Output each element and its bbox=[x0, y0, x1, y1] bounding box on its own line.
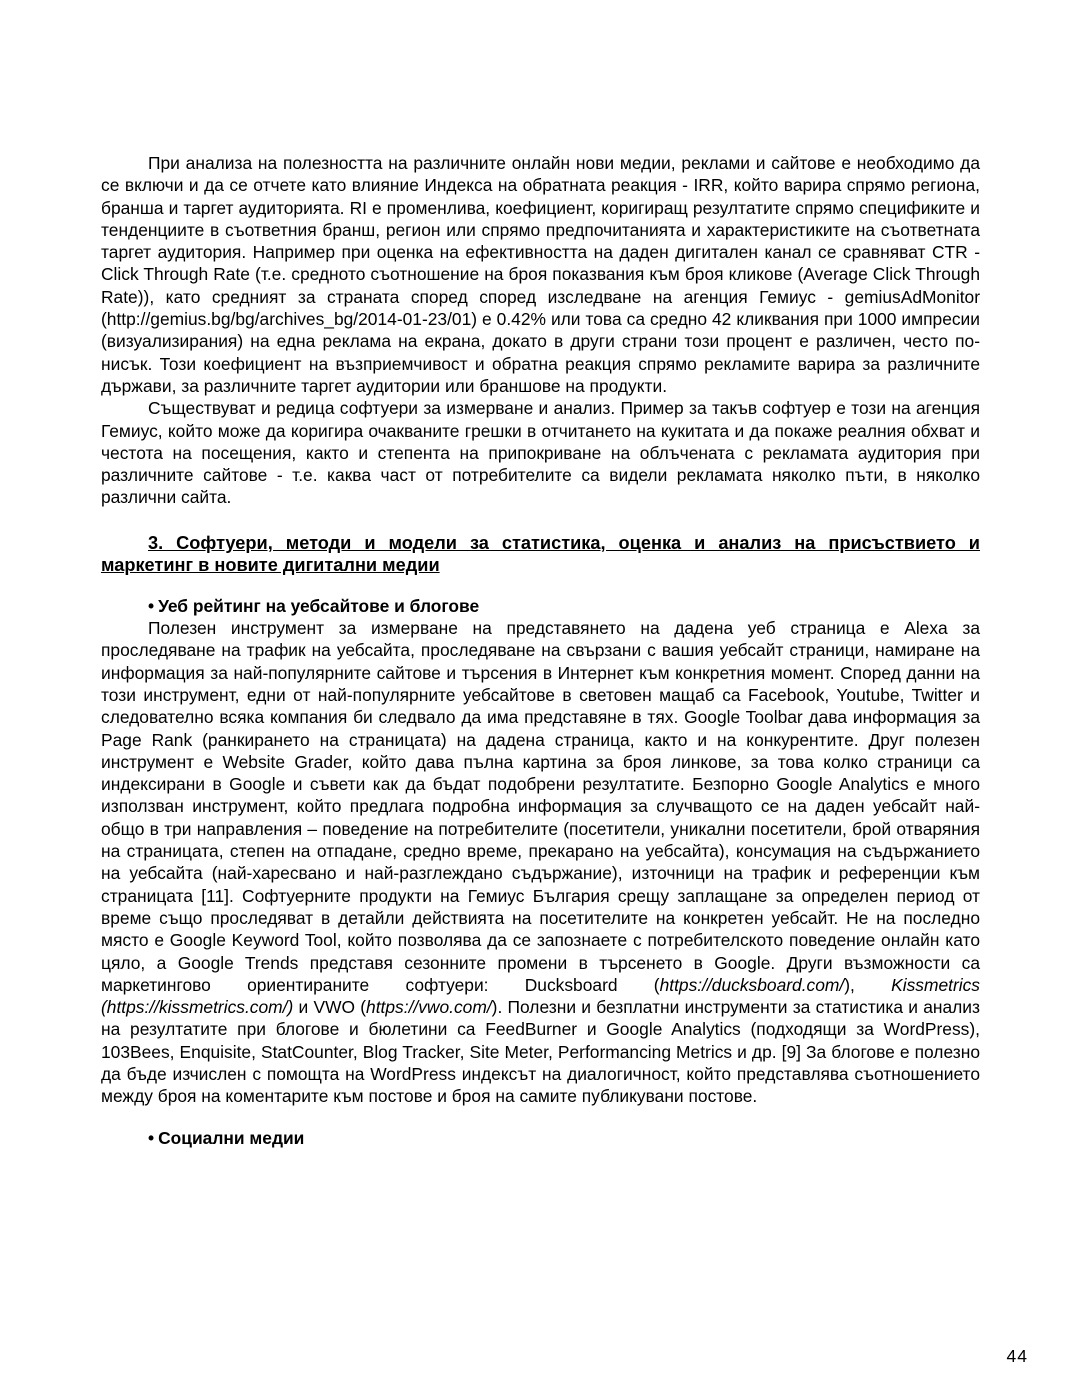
paragraph-web-tools-text-a: Полезен инструмент за измерване на представянето на дадена уеб страница е Alexa за проследяване на трафик на уебсайта, проследяване на свързани с вашия уебсайт страници, намиране на информация за най-популярните сайтове и търсения в Интернет към конкретния момент. Според данни на този инструмент, едни от най-популярните уебсайтове в световен мащаб са Facebook, Youtube, Twitter и следователно всяка компания би следвало да има представяне в тях. Google Toolbar дава информация за Page Rank (ранкирането на страницата) на дадена страница, както и на конкурентите. Друг полезен инструмент е Website Grader, който дава пълна картина за броя линкове, за това колко страници са индексирани в Google и съвети как да бъдат подобрени резултатите. Безпорно Google Analytics е много използван инструмент, който предлага подробна информация за случващото се на даден уебсайт най-общо в три направления – поведение на потребителите (посетители, уникални посетители, брой отваряния на страницата, степен на отпадане, средно време, прекарано на уебсайта), консумация на съдържанието на уебсайта (най-харесвано и най-разглеждано съдържание), източници на трафик и референции към страницата [11]. Софтуерните продукти на Гемиус България срещу заплащане за определен период от време също проследяват в детайли действията на посетителите на конкретен уебсайт. Не на последно място е Google Keyword Tool, който позволява да се запознаете с потребителското поведение онлайн като цяло, а Google Trends представя сезонните промени в търсенето в Google. Други възможности са маркетингово ориентираните софтуери: Ducksboard ( bbox=[101, 618, 980, 995]
subheading-web-rating-text: Уеб рейтинг на уебсайтове и блогове bbox=[158, 595, 480, 616]
paragraph-web-tools-text-d: ). Полезни и безплатни инструменти за статистика и анализ на резултатите при блогове и бюлетини са FeedBurner и Google Analytics (подходящи за WordPress), 103Bees, Enquisite, StatCounter, Blog Tracker, Site Meter, Performancing Metrics и др. [9] За блогове е полезно да бъде изчислен с помощта на WordPress индексът на диалогичност, който представлява съотношението между броя на коментарите към постове и броя на самите публикувани постове. bbox=[101, 997, 980, 1107]
paragraph-gemius-software: Съществуват и редица софтуери за измерване и анализ. Пример за такъв софтуер е този на агенция Гемиус, който може да коригира очакваните грешки в отчитането на кукитата и да покаже реалния обхват и честота на посещения, както и степента на припокриване на облъчената с рекламата аудитория при различните сайтове - т.е. каква част от потребителите са видели рекламата няколко пъти, в няколко различни сайта. bbox=[101, 398, 980, 508]
subheading-social-media bbox=[101, 1127, 980, 1149]
ducksboard-link[interactable]: https://ducksboard.com/ bbox=[659, 974, 845, 995]
document-body bbox=[101, 152, 980, 1149]
page-number: 44 bbox=[1006, 1346, 1028, 1366]
bullet-icon: • bbox=[148, 1127, 155, 1148]
paragraph-web-tools-text-b: ), bbox=[844, 974, 892, 995]
paragraph-irr-index: При анализа на полезността на различните онлайн нови медии, реклами и сайтове е необходимо да се включи и да се отчете като влияние Индекса на обратната реакция - IRR, който варира спрямо региона, бранша и таргет аудиторията. RI е променлива, коефициент, коригиращ резултатите спрямо спецификите и тенденциите в съответния бранш, регион или спрямо предпочитанията и характеристиките на съответната таргет аудитория. Например при оценка на ефективността на даден дигитален канал се сравняват CTR - Click Through Rate (т.е. средното съотношение на броя показвания към броя кликове (Average Click Through Rate)), като средният за страната според според изследване на агенция Гемиус - gemiusAdMonitor (http://gemius.bg/bg/archives_bg/2014-01-23/01) е 0.42% или това са средно 42 кликвания при 1000 импресии (визуализирания) на една реклама на екрана, докато в други страни този процент е различен, често по-нисък. Този коефициент на възприемчивост и обратна реакция спрямо рекламите варира за различните държави, за различните таргет аудитории или браншове на продукти. bbox=[101, 153, 980, 396]
paragraph-web-tools-text-c: и VWO ( bbox=[293, 997, 367, 1018]
vwo-link[interactable]: https://vwo.com/ bbox=[366, 997, 492, 1018]
bullet-icon: • bbox=[148, 595, 155, 616]
section-heading: 3. Софтуери, методи и модели за статистика, оценка и анализ на присъствието и маркетинг в новите дигитални медии bbox=[101, 532, 980, 575]
paragraph-web-tools bbox=[101, 617, 980, 1108]
kissmetrics-link[interactable]: Kissmetrics (https://kissmetrics.com/) bbox=[101, 974, 980, 1018]
subheading-web-rating bbox=[101, 595, 980, 617]
subheading-social-media-text: Социални медии bbox=[158, 1127, 305, 1148]
